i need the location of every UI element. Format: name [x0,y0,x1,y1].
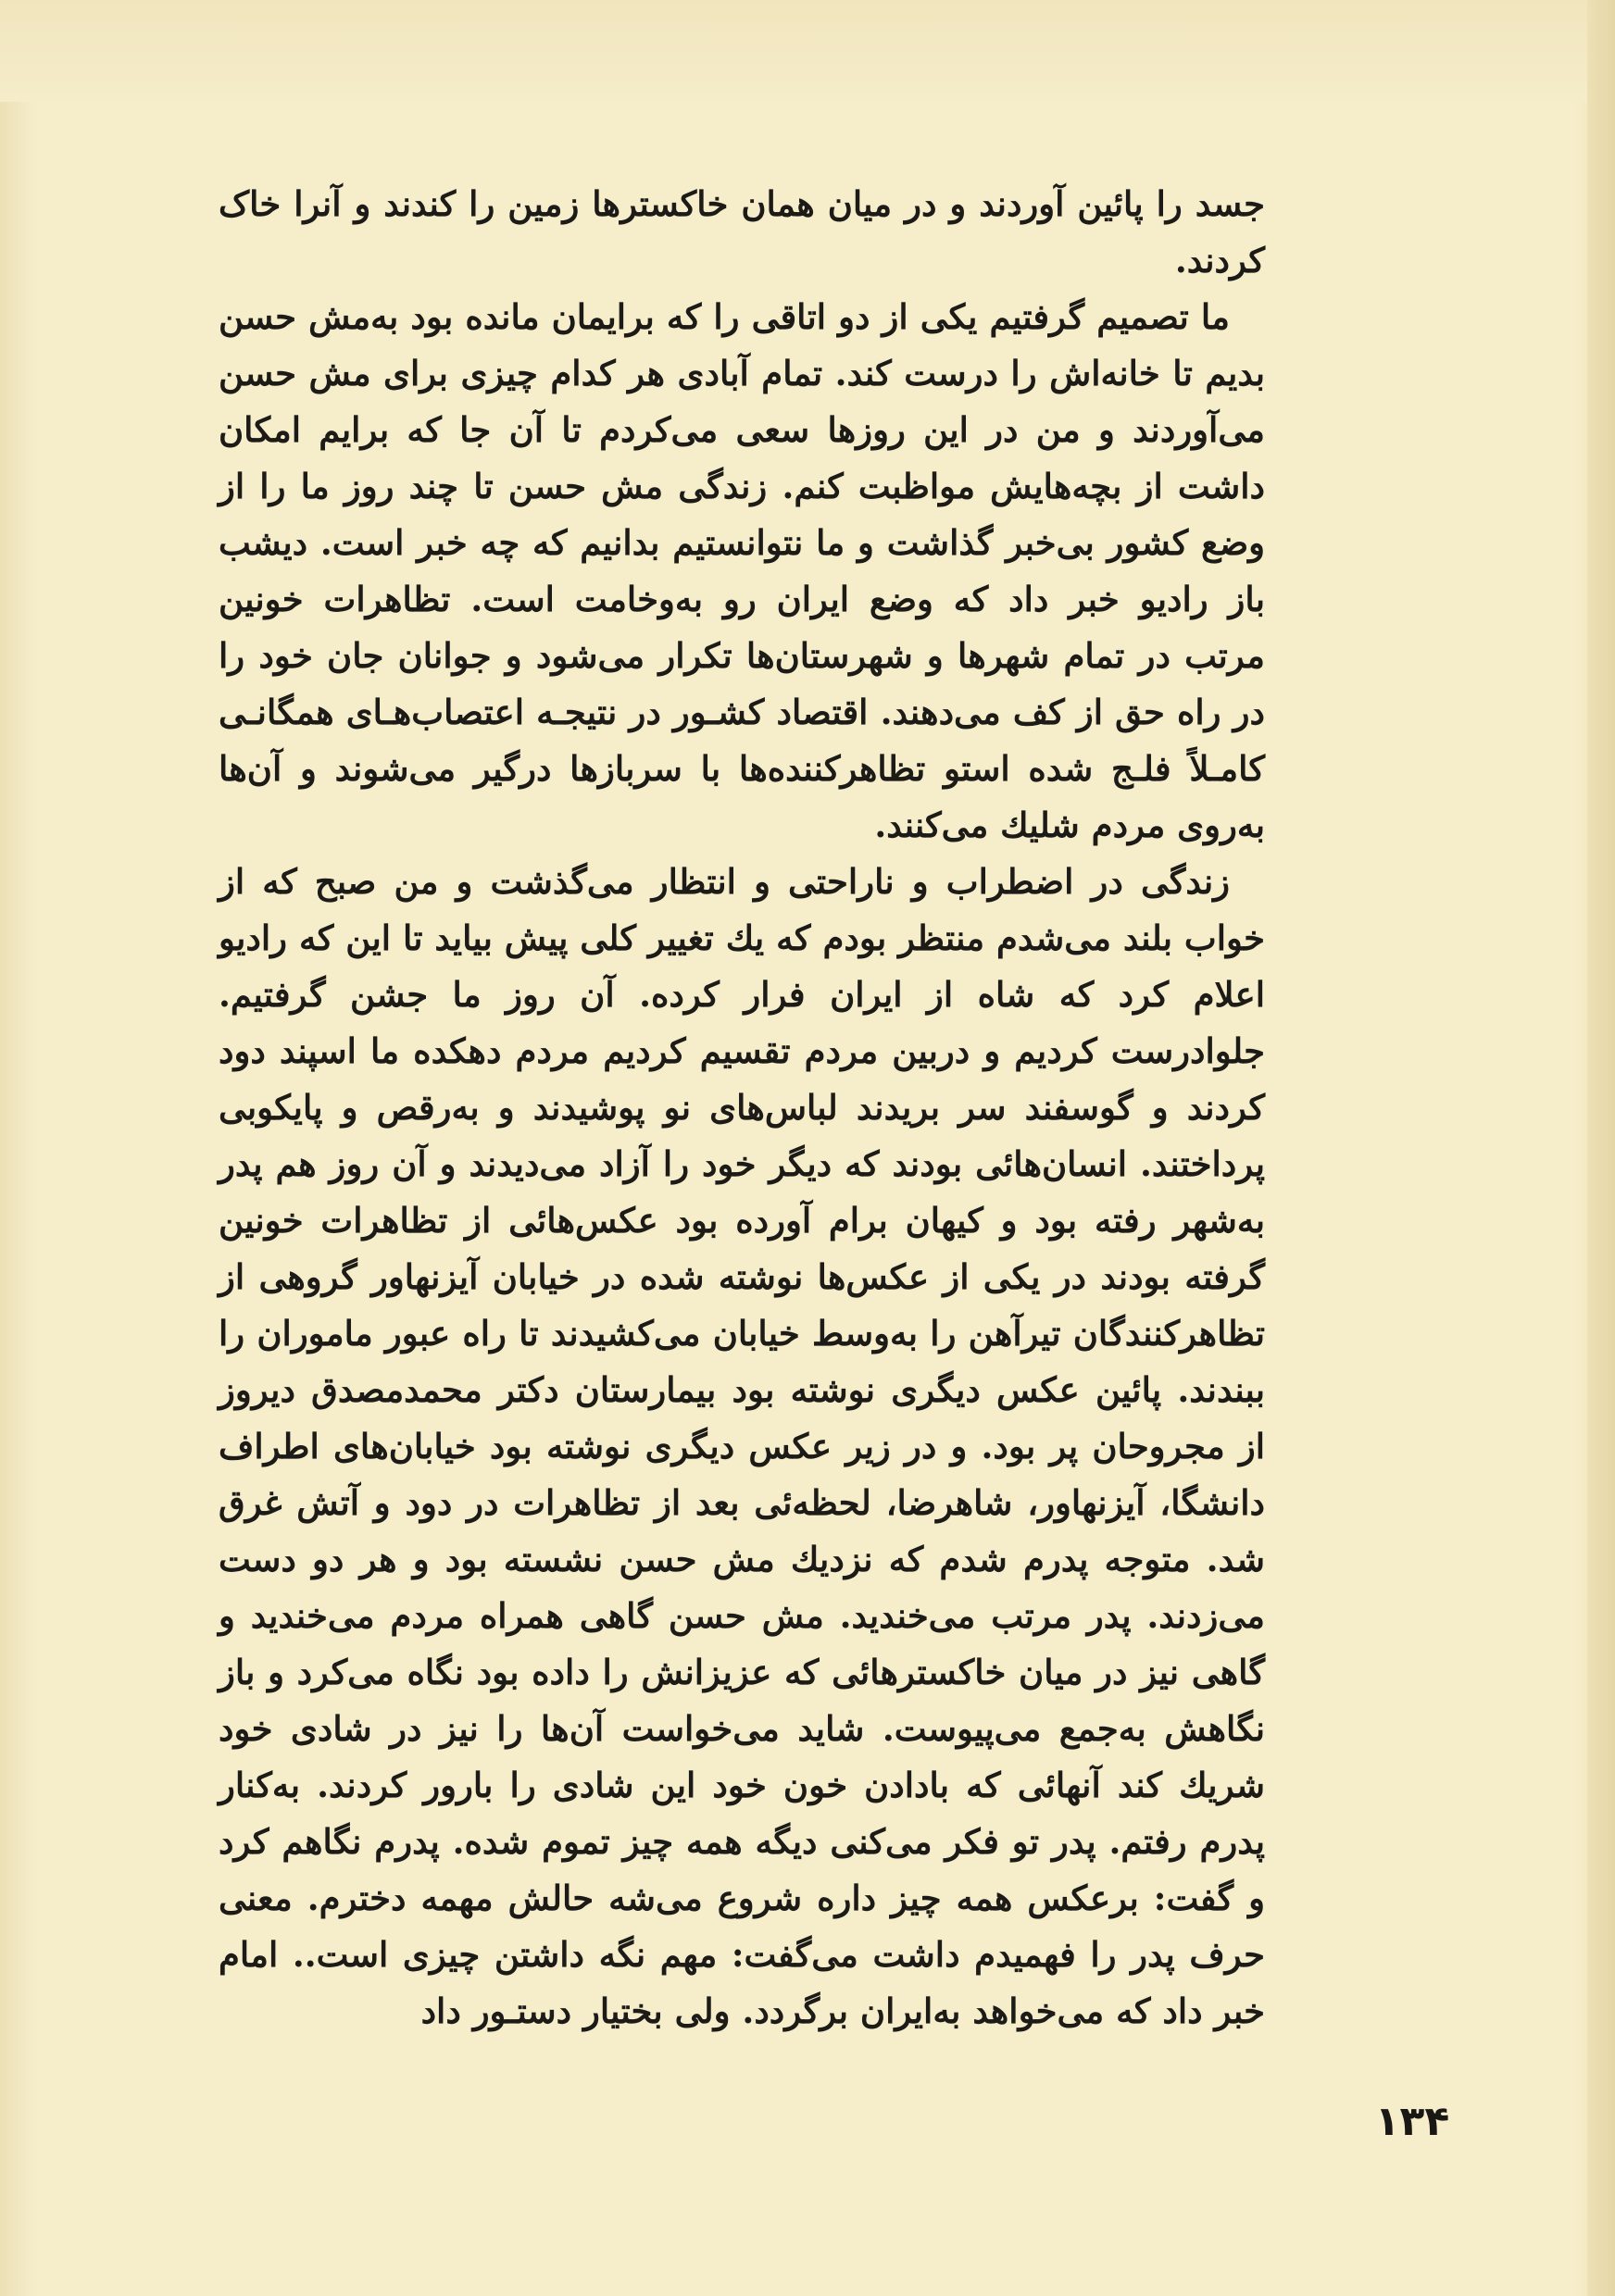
paragraph-2: ما تصمیم گرفتیم یکی از دو اتاقی را که برایمان مانده بود به‌مش حسن بدیم تا خانه‌اش را درست کند. تمام آبادی هر کدام چیزی برای مش حسن می‌آوردند و من در این روزها سعی می‌کردم تا آن جا که برایم امکان داشت از بچه‌هایش مواظبت کنم. زندگی مش حسن تا چند روز ما را از وضع کشور بی‌خبر گذاشت و ما نتوانستیم بدانیم که چه خبر است. دیشب باز رادیو خبر داد که وضع ایران رو به‌وخامت است. تظاهرات خونین مرتب در تمام شهرها و شهرستان‌ها تکرار می‌شود و جوانان جان خود را در راه حق از کف می‌دهند. اقتصاد کشـور در نتیجـه اعتصاب‌هـای همگانـی کامـلاً فلـج شده استو تظاهرکننده‌ها با سربازها درگیر می‌شوند و آن‌ها به‌روی مردم شلیك می‌کنند. [219,296,1265,845]
body-text [219,176,1265,2040]
page-edge [1587,0,1615,2296]
page-number: ۱۳۴ [1374,2098,1450,2145]
paragraph-3: زندگی در اضطراب و ناراحتی و انتظار می‌گذشت و من صبح که از خواب بلند می‌شدم منتظر بودم که یك تغییر کلی پیش بیاید تا این که رادیو اعلام کرد که شاه از ایران فرار کرده. آن روز ما جشن گرفتیم. جلوادرست کردیم و دربین مردم تقسیم کردیم مردم دهکده ما اسپند دود کردند و گوسفند سر بریدند لباس‌های نو پوشیدند و به‌رقص و پایکوبی پرداختند. انسان‌هائی بودند که دیگر خود را آزاد می‌دیدند و آن روز هم پدر به‌شهر رفته بود و کیهان برام آورده بود عکس‌هائی از تظاهرات خونین گرفته بودند در یکی از عکس‌ها نوشته شده در خیابان آیزنهاور گروهی از تظاهرکنندگان تیرآهن را به‌وسط خیابان می‌کشیدند تا راه عبور ماموران را ببندند. پائین عکس دیگری نوشته بود بیمارستان دکتر محمدمصدق دیروز از مجروحان پر بود. و در زیر عکس دیگری نوشته بود خیابان‌های اطراف دانشگا، آیزنهاور، شاهرضا، لحظه‌ئی بعد از تظاهرات در دود و آتش غرق شد. متوجه پدرم شدم که نزدیك مش حسن نشسته بود و هر دو دست می‌زدند. پدر مرتب می‌خندید. مش حسن گاهی همراه مردم می‌خندید و گاهی نیز در میان خاکسترهائی که عزیزانش را داده بود نگاه می‌کرد و باز نگاهش به‌جمع می‌پیوست. شاید می‌خواست آن‌ها را نیز در شادی خود شریك کند آنهائی که بادادن خون خود این شادی را بارور کردند. به‌کنار پدرم رفتم. پدر تو فکر می‌کنی دیگه همه چیز تموم شده. پدرم نگاهم کرد و گفت: برعکس همه چیز داره شروع می‌شه حالش مهمه دخترم. معنی حرف پدر را فهمیدم داشت می‌گفت: مهم نگه داشتن چیزی است.. امام خبر داد که می‌خواهد به‌ایران برگردد. ولی بختیار دستـور داد [219,861,1265,2031]
paragraph-1: جسد را پائین آوردند و در میان همان خاکسترها زمین را کندند و آنرا خاک کردند. [219,183,1265,281]
top-margin [0,0,1615,102]
